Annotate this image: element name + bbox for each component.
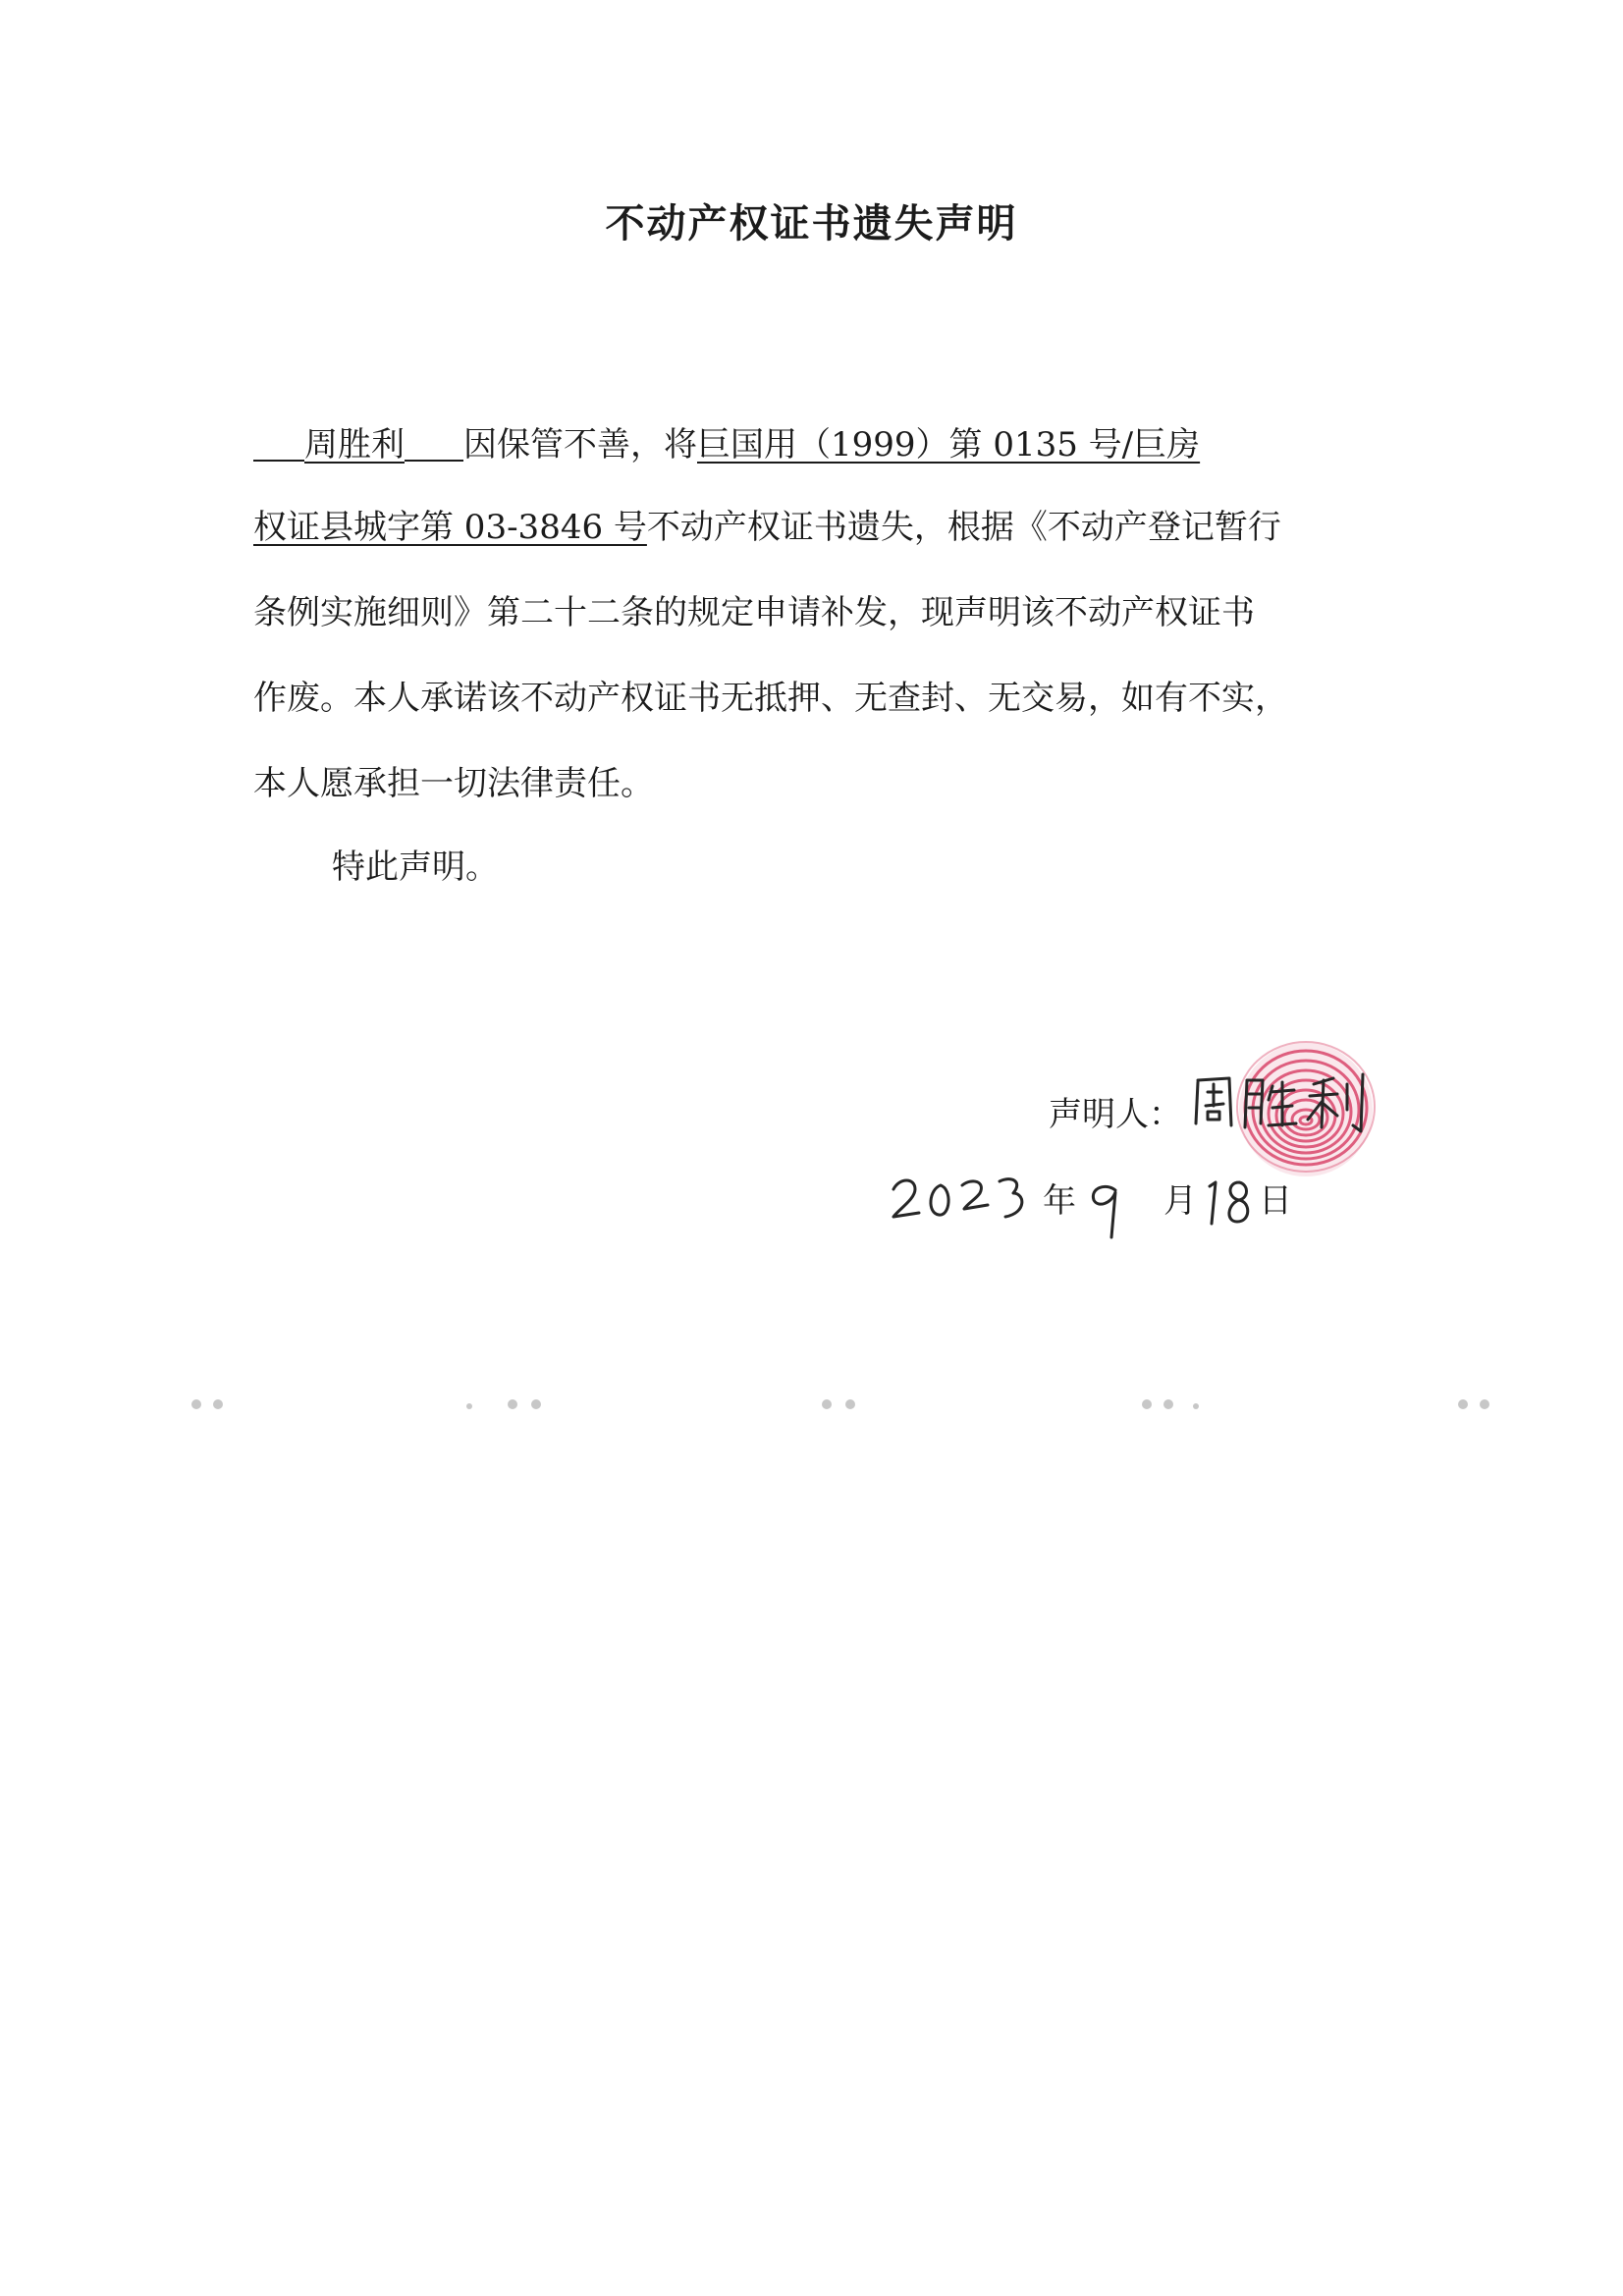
declarant-label: 声明人： (1049, 1095, 1182, 1134)
body-line-5: 本人愿承担一切法律责任。 (253, 764, 654, 803)
name-blank-right (405, 424, 463, 462)
handwritten-day (1200, 1173, 1261, 1235)
body-line-3: 条例实施细则》第二十二条的规定申请补发，现声明该不动产权证书 (253, 593, 1255, 632)
handwritten-month (1082, 1175, 1129, 1243)
closing-line: 特此声明。 (332, 847, 499, 887)
body-text: 因保管不善，将 (463, 425, 697, 465)
handwritten-year (886, 1164, 1043, 1234)
document-title: 不动产权证书遗失声明 (605, 201, 1018, 246)
name-blank-left (253, 424, 304, 462)
body-line-4: 作废。本人承诺该不动产权证书无抵押、无查封、无交易，如有不实， (253, 679, 1288, 718)
certificate-number-part1: 巨国用（1999）第 0135 号/巨房 (697, 425, 1201, 465)
certificate-number-part2: 权证县城字第 03-3846 号 (253, 508, 647, 547)
body-line-2 (253, 508, 1392, 547)
year-suffix: 年 (1043, 1181, 1076, 1221)
handwritten-signature (1190, 1063, 1377, 1151)
body-text: 不动产权证书遗失，根据《不动产登记暂行 (646, 508, 1281, 547)
day-suffix: 日 (1259, 1181, 1292, 1221)
scan-artifacts (0, 1385, 1623, 1424)
body-line-1 (253, 424, 1392, 465)
month-suffix: 月 (1163, 1181, 1197, 1221)
declarant-name: 周胜利 (304, 425, 405, 465)
